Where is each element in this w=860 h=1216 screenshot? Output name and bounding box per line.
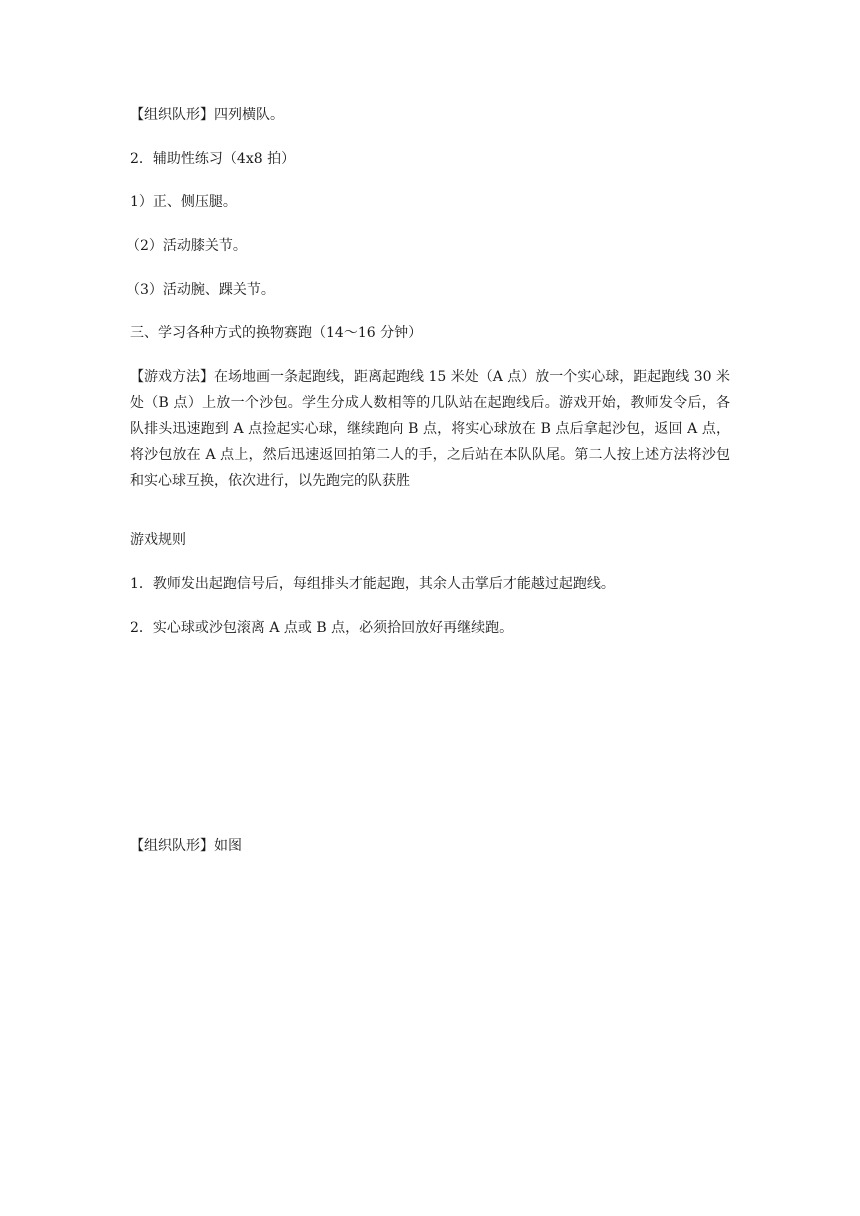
section-heading-3: 三、学习各种方式的换物赛跑（14～16 分钟） bbox=[130, 325, 423, 341]
game-rule-2: 2．实心球或沙包滚离 A 点或 B 点，必须拾回放好再继续跑。 bbox=[130, 620, 514, 636]
formation-line: 【组织队形】四列横队。 bbox=[130, 107, 284, 123]
game-rule-1: 1．教师发出起跑信号后，每组排头才能起跑，其余人击掌后才能越过起跑线。 bbox=[130, 576, 615, 592]
game-rules-title: 游戏规则 bbox=[130, 532, 186, 548]
aux-item-1: 1）正、侧压腿。 bbox=[130, 194, 237, 210]
formation-figure-caption: 【组织队形】如图 bbox=[130, 838, 242, 854]
aux-item-2: （2）活动膝关节。 bbox=[126, 238, 247, 254]
aux-exercise-title: 2．辅助性练习（4x8 拍） bbox=[130, 151, 296, 167]
aux-item-3: （3）活动腕、踝关节。 bbox=[126, 282, 275, 298]
game-method-paragraph: 【游戏方法】在场地画一条起跑线，距离起跑线 15 米处（A 点）放一个实心球，距起跑线 30 米处（B 点）上放一个沙包。学生分成人数相等的几队站在起跑线后。游戏开始，教师发令后，各队排头迅速跑到 A 点捡起实心球，继续跑向 B 点，将实心球放在 B 点后拿起沙包，返回 A 点，将沙包放在 A 点上，然后迅速返回拍第二人的手，之后站在本队队尾。第二人按上述方法将沙包和实心球互换，依次进行，以先跑完的队获胜 bbox=[130, 369, 730, 489]
